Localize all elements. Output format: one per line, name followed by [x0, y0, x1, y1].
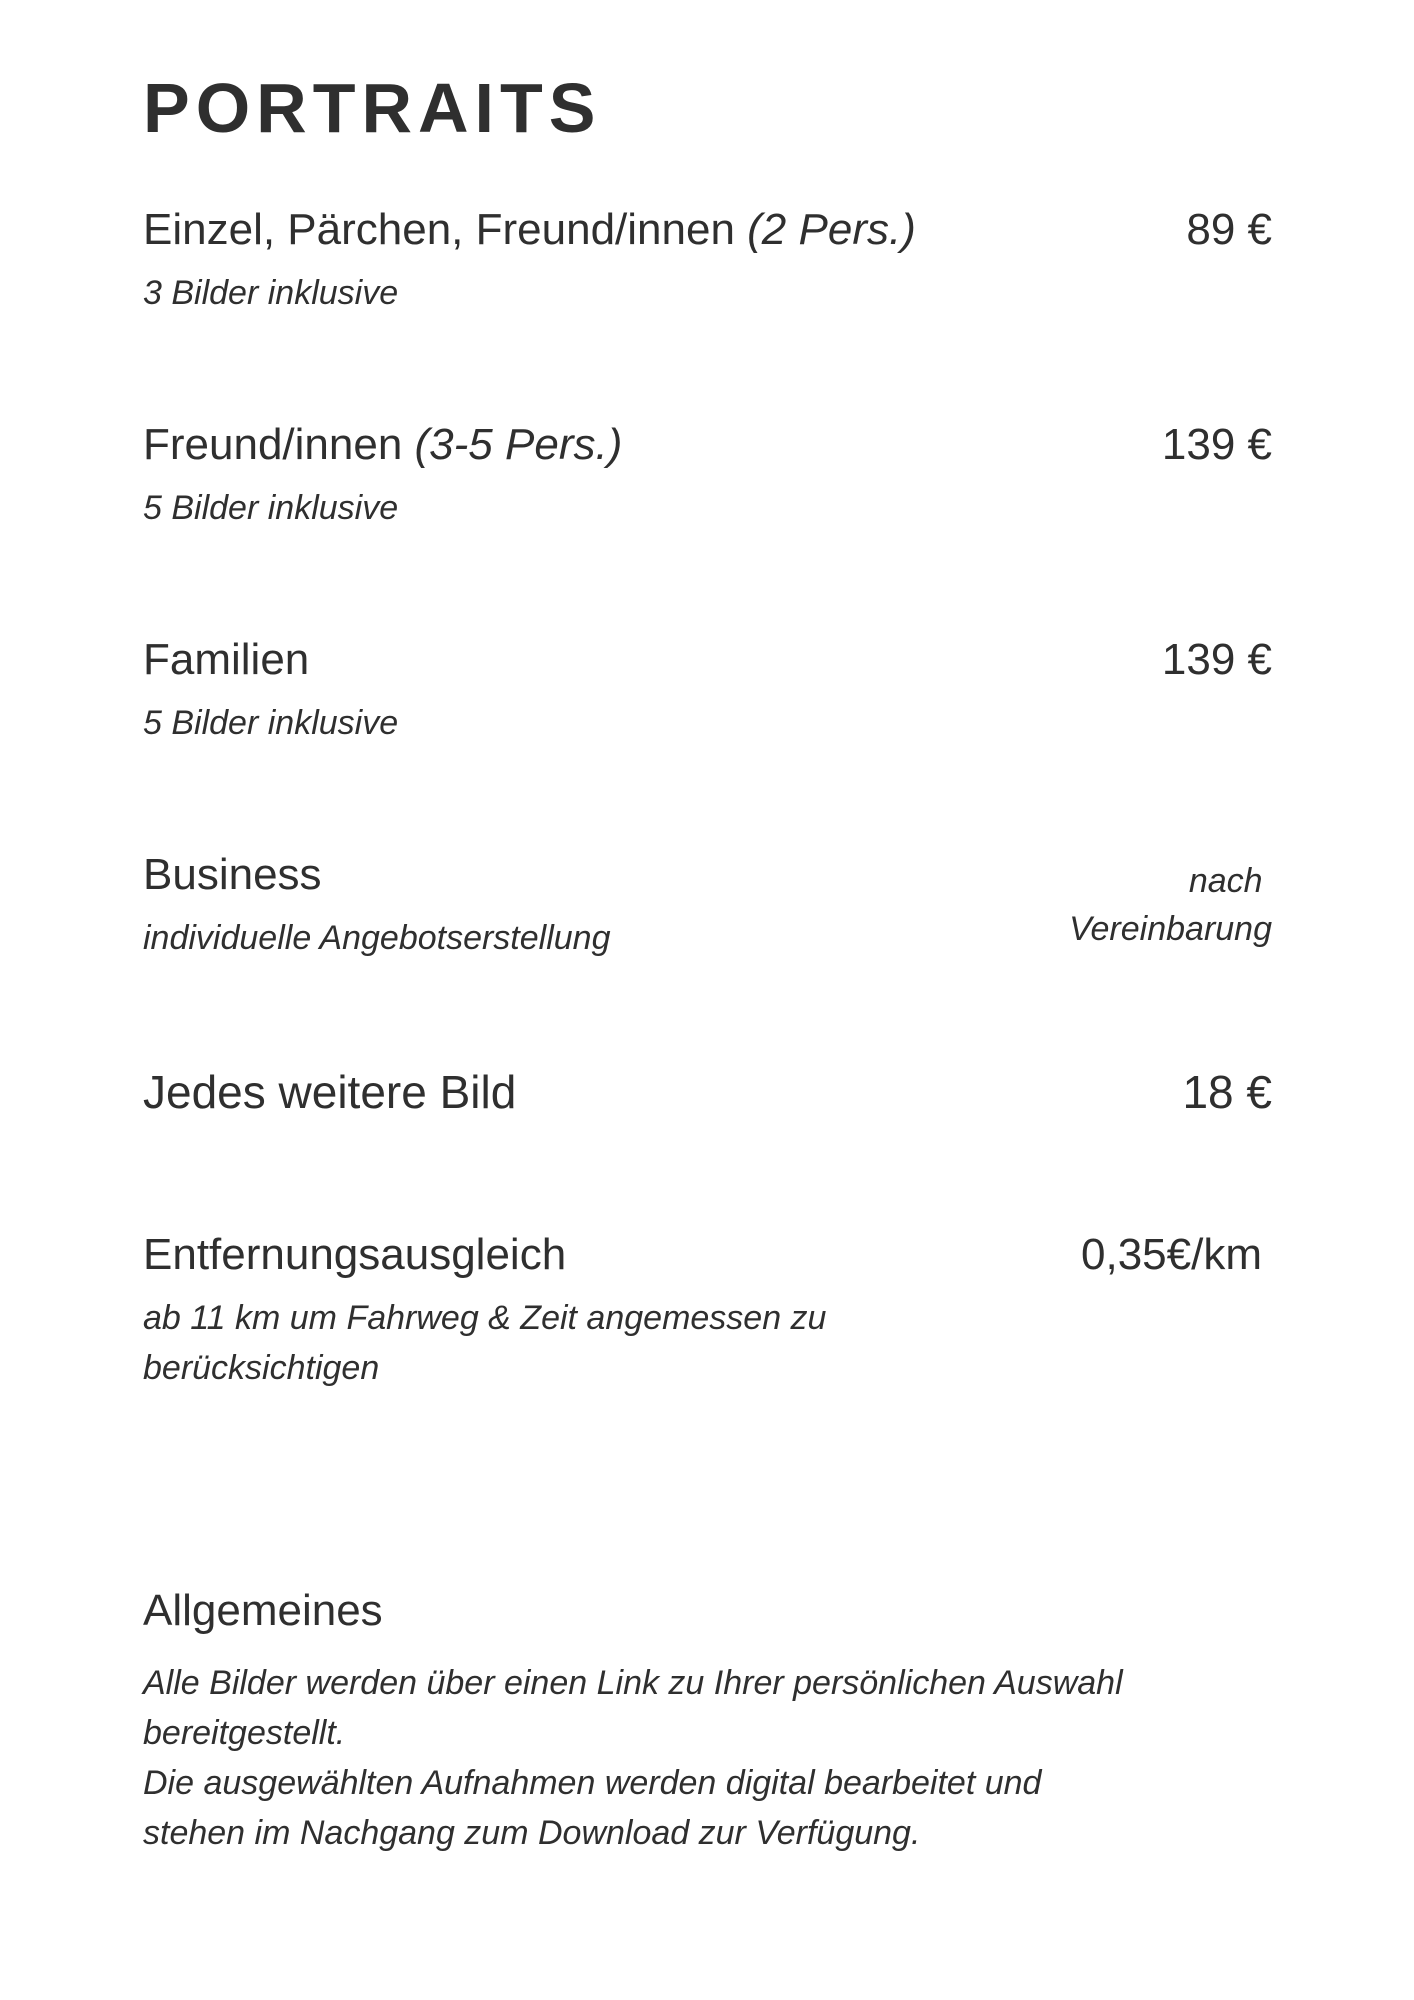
general-text-line: stehen im Nachgang zum Download zur Verfügung. [143, 1814, 921, 1852]
item-price: 139 € [1161, 420, 1272, 469]
item-name-text: Einzel, Pärchen, Freund/innen [143, 205, 735, 254]
item-description-line: berücksichtigen [143, 1349, 380, 1387]
item-price: 89 € [1186, 205, 1272, 254]
item-name: Business [143, 850, 322, 899]
item-description: 3 Bilder inklusive [143, 274, 399, 312]
item-description: individuelle Angebotserstellung [143, 919, 611, 957]
item-price: 0,35€/km [1081, 1230, 1262, 1279]
item-description: 5 Bilder inklusive [143, 489, 399, 527]
item-name: Jedes weitere Bild [143, 1066, 517, 1118]
general-text-line: bereitgestellt. [143, 1714, 346, 1752]
general-text-line: Die ausgewählten Aufnahmen werden digital bearbeitet und [143, 1764, 1042, 1802]
item-name-suffix: (2 Pers.) [747, 205, 916, 254]
general-text-line: Alle Bilder werden über einen Link zu Ihrer persönlichen Auswahl [143, 1664, 1123, 1702]
item-description-line: ab 11 km um Fahrweg & Zeit angemessen zu [143, 1299, 827, 1337]
item-name-suffix: (3-5 Pers.) [414, 420, 623, 469]
item-name [143, 204, 916, 256]
item-price: 18 € [1182, 1066, 1272, 1118]
price-note-line2: Vereinbarung [1069, 910, 1272, 948]
item-name-text: Freund/innen [143, 420, 403, 469]
item-price-note [1069, 857, 1272, 953]
item-name [143, 419, 622, 471]
price-note-line1: nach [1188, 862, 1272, 900]
page-title: PORTRAITS [143, 69, 602, 147]
item-name: Familien [143, 635, 310, 684]
item-price: 139 € [1161, 635, 1272, 684]
item-description: 5 Bilder inklusive [143, 704, 399, 742]
item-name: Entfernungsausgleich [143, 1230, 567, 1279]
general-heading: Allgemeines [143, 1586, 383, 1635]
